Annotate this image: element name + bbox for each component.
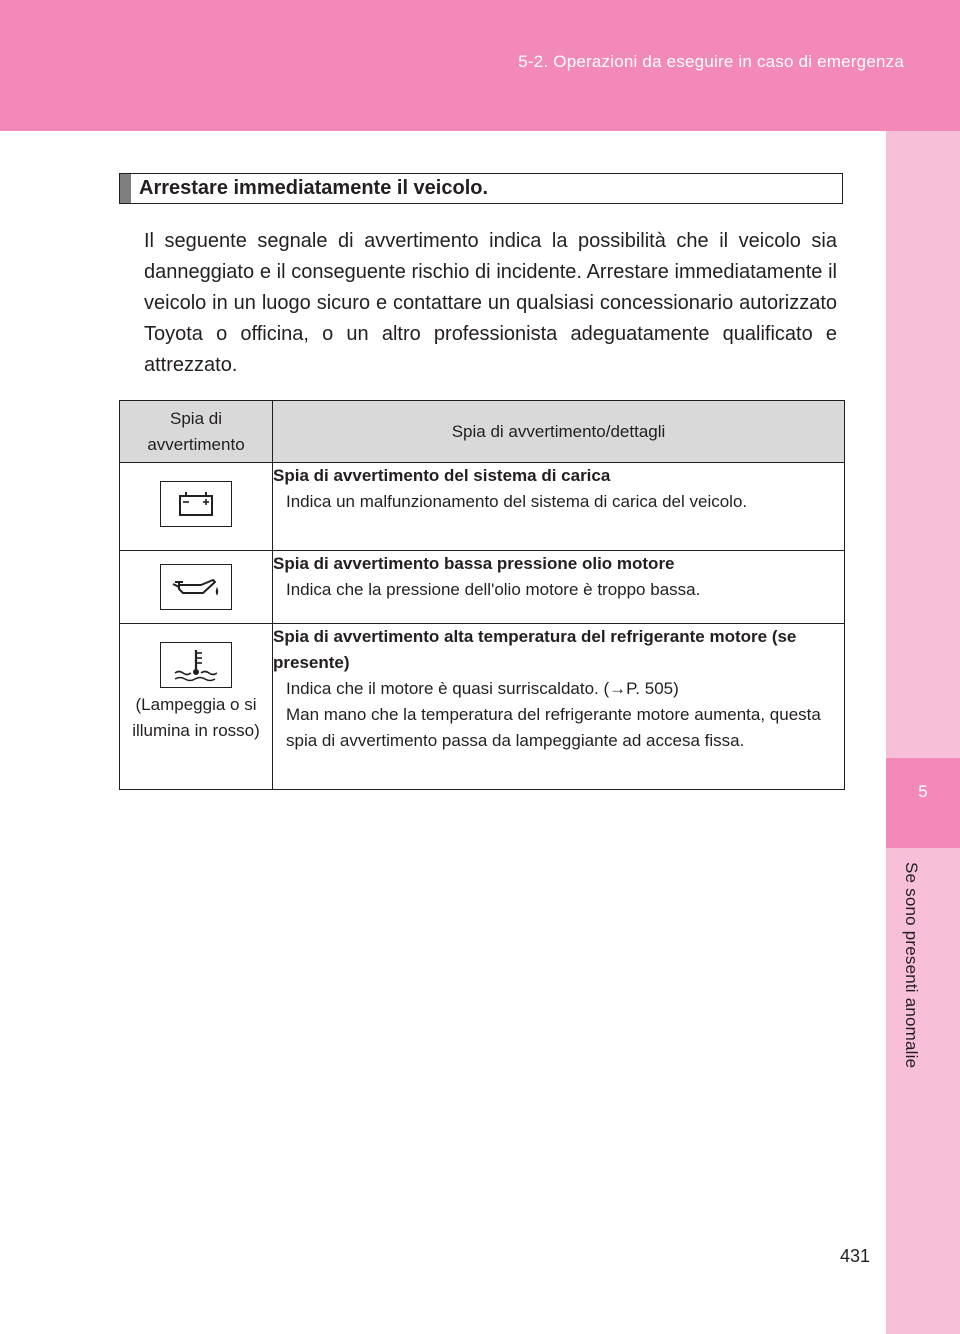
warning-lights-table xyxy=(119,400,845,790)
section-heading xyxy=(119,173,843,204)
page-number: 431 xyxy=(840,1246,871,1266)
icon-cell xyxy=(120,463,273,551)
icon-cell xyxy=(120,551,273,624)
intro-paragraph: Il seguente segnale di avvertimento indica la possibilità che il veicolo sia danneggiato e il conseguente rischio di incidente. Arrestare immediatamente il veicolo in un luogo sicuro e contattare un qualsiasi concessionario autorizzato Toyota o officina, o un altro professionista adeguatamente qualificato e attrezzato. xyxy=(144,230,837,376)
icon-cell xyxy=(120,624,273,790)
description-cell xyxy=(273,624,845,790)
row-title: Spia di avvertimento del sistema di carica xyxy=(273,466,611,485)
row-title: Spia di avvertimento alta temperatura del refrigerante motore (se presente) xyxy=(273,627,797,672)
description-cell xyxy=(273,463,845,551)
heading-marker-bar xyxy=(120,174,131,203)
chapter-number: 5 xyxy=(918,782,928,801)
description-cell xyxy=(273,551,845,624)
row-body: Man mano che la temperatura del refrigerante motore aumenta, questa spia di avvertimento passa da lampeggiante ad accesa fissa. xyxy=(286,705,821,750)
table-row xyxy=(120,551,845,624)
section-breadcrumb: 5-2. Operazioni da eseguire in caso di emergenza xyxy=(518,52,904,71)
chapter-title: Se sono presenti anomalie xyxy=(902,862,921,1069)
row-body: Indica che la pressione dell'olio motore è troppo bassa. xyxy=(286,580,701,599)
icon-note: (Lampeggia o si illumina in rosso) xyxy=(132,695,260,740)
table-row xyxy=(120,463,845,551)
battery-icon xyxy=(160,481,232,527)
chapter-side-strip xyxy=(886,131,960,1334)
section-heading-text: Arrestare immediatamente il veicolo. xyxy=(139,177,489,199)
column-header-light: Spia di avvertimento xyxy=(120,401,273,463)
row-body: Indica che il motore è quasi surriscaldato. (→P. 505) xyxy=(286,679,679,698)
oil-can-icon xyxy=(160,564,232,610)
column-header-details: Spia di avvertimento/dettagli xyxy=(273,401,845,463)
table-row xyxy=(120,624,845,790)
header-band xyxy=(0,0,960,131)
table-header-row xyxy=(120,401,845,463)
chapter-tab[interactable] xyxy=(886,758,960,848)
coolant-temperature-icon xyxy=(160,642,232,688)
row-body: Indica un malfunzionamento del sistema di carica del veicolo. xyxy=(286,492,748,511)
row-title: Spia di avvertimento bassa pressione olio motore xyxy=(273,554,675,573)
